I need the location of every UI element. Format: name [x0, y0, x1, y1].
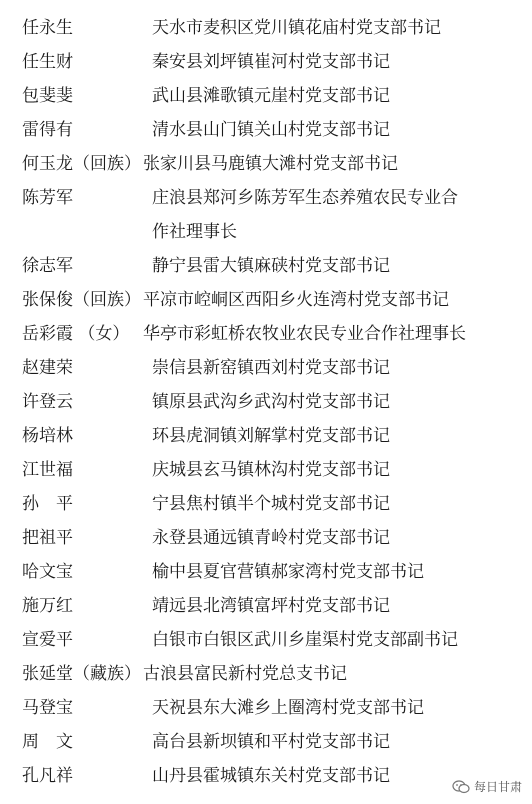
person-title: 武山县滩歌镇元崖村党支部书记	[152, 86, 390, 106]
list-item	[0, 387, 532, 417]
watermark	[448, 777, 526, 796]
person-title: 华亭市彩虹桥农牧业农民专业合作社理事长	[143, 324, 466, 344]
list-item	[0, 183, 532, 242]
person-name: 孙 平	[22, 494, 73, 514]
list-item	[0, 455, 532, 485]
person-name: 孔凡祥	[22, 766, 73, 786]
person-name: 岳彩霞 （女）	[22, 324, 130, 344]
list-item	[0, 421, 532, 451]
list-item	[0, 625, 532, 655]
person-name: 雷得有	[22, 120, 73, 140]
list-item	[0, 557, 532, 587]
list-item	[0, 47, 532, 77]
person-title: 靖远县北湾镇富坪村党支部书记	[152, 596, 390, 616]
person-name: 何玉龙（回族）	[22, 154, 141, 174]
person-title: 榆中县夏官营镇郝家湾村党支部书记	[152, 562, 424, 582]
person-name: 徐志军	[22, 256, 73, 276]
list-item	[0, 659, 532, 689]
list-item	[0, 115, 532, 145]
list-item	[0, 591, 532, 621]
list-item	[0, 523, 532, 553]
person-name: 张保俊（回族）	[22, 290, 141, 310]
person-name: 赵建荣	[22, 358, 73, 378]
list-item	[0, 727, 532, 757]
person-name: 包斐斐	[22, 86, 73, 106]
person-name: 任永生	[22, 18, 73, 38]
list-item	[0, 251, 532, 281]
person-name: 把祖平	[22, 528, 73, 548]
person-title: 镇原县武沟乡武沟村党支部书记	[152, 392, 390, 412]
person-title: 秦安县刘坪镇崔河村党支部书记	[152, 52, 390, 72]
wechat-icon	[452, 780, 470, 794]
person-title: 天祝县东大滩乡上圈湾村党支部书记	[152, 698, 424, 718]
list-item	[0, 353, 532, 383]
person-name: 张延堂（藏族）	[22, 664, 141, 684]
person-title-continued: 作社理事长	[152, 222, 237, 242]
person-title: 环县虎洞镇刘解掌村党支部书记	[152, 426, 390, 446]
person-title: 天水市麦积区党川镇花庙村党支部书记	[152, 18, 441, 38]
list-item	[0, 81, 532, 111]
person-title: 高台县新坝镇和平村党支部书记	[152, 732, 390, 752]
person-title: 清水县山门镇关山村党支部书记	[152, 120, 390, 140]
person-title: 平凉市崆峒区西阳乡火连湾村党支部书记	[143, 290, 449, 310]
person-title: 宁县焦村镇半个城村党支部书记	[152, 494, 390, 514]
person-name: 哈文宝	[22, 562, 73, 582]
person-title: 庄浪县郑河乡陈芳军生态养殖农民专业合	[152, 188, 458, 208]
person-title: 崇信县新窑镇西刘村党支部书记	[152, 358, 390, 378]
person-title: 静宁县雷大镇麻硖村党支部书记	[152, 256, 390, 276]
list-item	[0, 285, 532, 315]
person-name: 陈芳军	[22, 188, 73, 208]
list-item	[0, 693, 532, 723]
person-title: 山丹县霍城镇东关村党支部书记	[152, 766, 390, 786]
watermark-text: 每日甘肃	[473, 780, 522, 794]
person-name: 马登宝	[22, 698, 73, 718]
list-item	[0, 319, 532, 349]
person-name: 任生财	[22, 52, 73, 72]
person-name: 许登云	[22, 392, 73, 412]
person-title: 古浪县富民新村党总支书记	[143, 664, 347, 684]
person-title: 白银市白银区武川乡崖渠村党支部副书记	[152, 630, 458, 650]
person-name: 杨培林	[22, 426, 73, 446]
person-name: 江世福	[22, 460, 73, 480]
person-name: 周 文	[22, 732, 73, 752]
list-item	[0, 149, 532, 179]
person-name: 施万红	[22, 596, 73, 616]
list-item	[0, 13, 532, 43]
person-name: 宣爱平	[22, 630, 73, 650]
person-title: 张家川县马鹿镇大滩村党支部书记	[143, 154, 398, 174]
person-title: 庆城县玄马镇林沟村党支部书记	[152, 460, 390, 480]
list-item	[0, 489, 532, 519]
person-title: 永登县通远镇青岭村党支部书记	[152, 528, 390, 548]
